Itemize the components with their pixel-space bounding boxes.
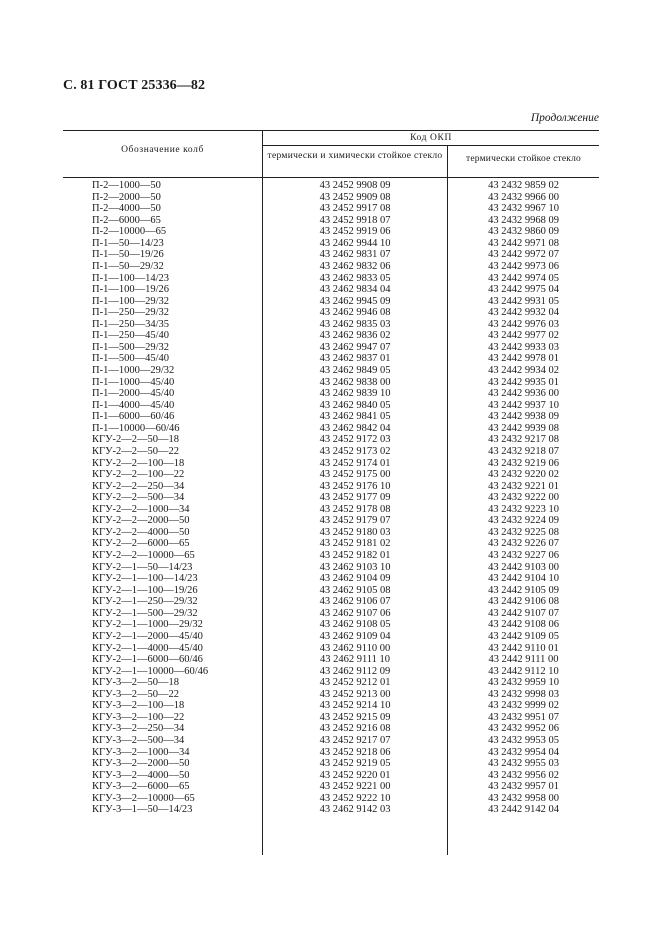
okp-code-thermal: 43 2442 9104 10	[488, 573, 559, 585]
okp-code-thermal: 43 2442 9110 01	[488, 642, 559, 654]
table-row	[0, 643, 661, 655]
okp-code-thermal: 43 2442 9978 01	[488, 353, 559, 365]
okp-code-thermal: 43 2442 9975 04	[488, 284, 559, 296]
flask-designation: П-1—100—19/26	[92, 284, 169, 296]
table-row	[0, 215, 661, 227]
table-row	[0, 527, 661, 539]
flask-designation: КГУ-3—2—250—34	[92, 723, 185, 735]
flask-designation: КГУ-3—2—4000—50	[92, 769, 190, 781]
okp-code-thermal: 43 2432 9220 02	[488, 469, 559, 481]
table-row	[0, 446, 661, 458]
okp-code-thermal: 43 2432 9224 09	[488, 515, 559, 527]
okp-code-chemical: 43 2462 9111 10	[319, 654, 391, 666]
okp-code-thermal: 43 2442 9106 08	[488, 596, 559, 608]
flask-designation: КГУ-2—1—500—29/32	[92, 607, 198, 619]
table-row	[0, 226, 661, 238]
okp-code-thermal: 43 2442 9937 10	[488, 399, 559, 411]
flask-designation: КГУ-2—2—250—34	[92, 480, 185, 492]
table-row	[0, 747, 661, 759]
table-row	[0, 307, 661, 319]
okp-code-thermal: 43 2432 9225 08	[488, 526, 559, 538]
okp-code-chemical: 43 2462 9834 04	[319, 284, 391, 296]
table-row	[0, 458, 661, 470]
table-row	[0, 411, 661, 423]
continuation-label: Продолжение	[530, 112, 599, 124]
okp-code-thermal: 43 2442 9972 07	[488, 249, 559, 261]
okp-code-chemical: 43 2452 9173 02	[319, 445, 391, 457]
table-row	[0, 249, 661, 261]
flask-designation: П-1—250—29/32	[92, 307, 169, 319]
okp-code-chemical: 43 2462 9106 07	[319, 596, 391, 608]
table-row	[0, 723, 661, 735]
table-row	[0, 261, 661, 273]
table-body	[0, 180, 661, 816]
okp-code-chemical: 43 2462 9110 00	[319, 642, 391, 654]
flask-designation: КГУ-2—2—10000—65	[92, 550, 195, 561]
flask-designation: КГУ-3—2—2000—50	[92, 758, 190, 770]
table-row	[0, 596, 661, 608]
table-row	[0, 469, 661, 481]
okp-code-thermal: 43 2432 9968 09	[488, 214, 559, 226]
okp-code-chemical: 43 2462 9107 06	[319, 607, 391, 619]
flask-designation: КГУ-2—2—50—22	[92, 445, 180, 457]
okp-code-thermal: 43 2442 9935 01	[488, 376, 559, 388]
okp-code-thermal: 43 2442 9977 02	[488, 330, 559, 342]
okp-code-chemical: 43 2462 9945 09	[319, 295, 391, 307]
flask-designation: КГУ-2—1—10000—60/46	[92, 665, 209, 677]
okp-code-thermal: 43 2442 9108 06	[488, 619, 559, 631]
table-row	[0, 180, 661, 192]
table-row	[0, 342, 661, 354]
okp-code-thermal: 43 2432 9218 07	[488, 445, 559, 457]
okp-code-chemical: 43 2462 9108 05	[319, 619, 391, 631]
flask-designation: КГУ-3—2—50—22	[92, 688, 180, 700]
table-row	[0, 804, 661, 816]
okp-code-chemical: 43 2452 9219 05	[319, 758, 391, 770]
table-row	[0, 330, 661, 342]
table-row	[0, 550, 661, 562]
okp-code-chemical: 43 2452 9908 09	[319, 180, 391, 191]
okp-code-chemical: 43 2452 9215 09	[319, 711, 391, 723]
okp-code-chemical: 43 2462 9833 05	[319, 272, 391, 284]
okp-code-chemical: 43 2462 9835 03	[319, 318, 391, 330]
flask-designation: КГУ-3—2—6000—65	[92, 781, 190, 793]
table-row	[0, 573, 661, 585]
okp-code-thermal: 43 2432 9999 02	[488, 700, 559, 712]
flask-designation: П-1—250—34/35	[92, 318, 169, 330]
okp-code-thermal: 43 2432 9222 00	[488, 492, 559, 504]
flask-designation: П-2—6000—65	[92, 214, 161, 226]
okp-code-thermal: 43 2432 9217 08	[488, 434, 559, 446]
okp-code-thermal: 43 2442 9933 03	[488, 341, 559, 353]
okp-code-thermal: 43 2432 9952 06	[488, 723, 559, 735]
okp-code-thermal: 43 2442 9105 09	[488, 584, 559, 596]
flask-designation: КГУ-2—1—50—14/23	[92, 561, 193, 573]
okp-code-chemical: 43 2452 9182 01	[319, 550, 391, 561]
okp-code-chemical: 43 2462 9836 02	[319, 330, 391, 342]
flask-designation: КГУ-3—2—500—34	[92, 735, 185, 746]
flask-designation: КГУ-2—1—250—29/32	[92, 596, 198, 608]
okp-code-chemical: 43 2452 9218 06	[319, 746, 391, 758]
table-row	[0, 677, 661, 689]
flask-designation: П-1—100—29/32	[92, 295, 169, 307]
column-header-designation: Обозначение колб	[121, 145, 204, 155]
okp-code-thermal: 43 2432 9859 02	[488, 180, 559, 191]
okp-code-chemical: 43 2462 9841 05	[319, 411, 391, 423]
okp-code-chemical: 43 2462 9142 03	[319, 804, 391, 816]
okp-code-chemical: 43 2452 9214 10	[319, 700, 391, 712]
okp-code-chemical: 43 2452 9919 06	[319, 226, 391, 238]
flask-designation: КГУ-2—2—2000—50	[92, 515, 190, 527]
okp-code-thermal: 43 2442 9936 00	[488, 388, 559, 400]
flask-designation: КГУ-2—2—100—18	[92, 457, 185, 469]
table-row	[0, 712, 661, 724]
table-row	[0, 238, 661, 250]
flask-designation: КГУ-2—1—2000—45/40	[92, 630, 203, 642]
flask-designation: П-1—1000—45/40	[92, 376, 175, 388]
table-row	[0, 353, 661, 365]
okp-code-thermal: 43 2442 9111 00	[488, 654, 559, 666]
okp-code-thermal: 43 2432 9953 05	[488, 735, 559, 746]
okp-code-thermal: 43 2442 9938 09	[488, 411, 559, 423]
table-row	[0, 538, 661, 550]
okp-code-chemical: 43 2452 9177 09	[319, 492, 391, 504]
okp-code-thermal: 43 2442 9939 08	[488, 422, 559, 434]
table-row	[0, 619, 661, 631]
okp-code-thermal: 43 2432 9967 10	[488, 203, 559, 215]
okp-code-chemical: 43 2462 9831 07	[319, 249, 391, 261]
flask-designation: П-1—250—45/40	[92, 330, 169, 342]
okp-code-thermal: 43 2442 9934 02	[488, 365, 559, 376]
table-row	[0, 700, 661, 712]
table-row	[0, 388, 661, 400]
okp-code-chemical: 43 2462 9837 01	[319, 353, 391, 365]
okp-code-thermal: 43 2432 9860 09	[488, 226, 559, 238]
column-group-header-okp: Код ОКП	[410, 133, 452, 143]
flask-designation: КГУ-2—1—1000—29/32	[92, 619, 203, 631]
table-row	[0, 423, 661, 435]
okp-code-thermal: 43 2432 9223 10	[488, 503, 559, 515]
okp-code-chemical: 43 2452 9918 07	[319, 214, 391, 226]
okp-code-thermal: 43 2432 9958 00	[488, 792, 559, 804]
flask-designation: КГУ-3—2—1000—34	[92, 746, 190, 758]
okp-code-thermal: 43 2432 9955 03	[488, 758, 559, 770]
okp-code-thermal: 43 2442 9931 05	[488, 295, 559, 307]
okp-code-chemical: 43 2462 9112 09	[319, 665, 391, 677]
okp-code-chemical: 43 2462 9946 08	[319, 307, 391, 319]
table-row	[0, 631, 661, 643]
flask-designation: П-1—500—45/40	[92, 353, 169, 365]
page-header: С. 81 ГОСТ 25336—82	[63, 78, 206, 93]
okp-code-chemical: 43 2462 9832 06	[319, 260, 391, 272]
okp-code-chemical: 43 2452 9212 01	[319, 677, 391, 689]
flask-designation: П-1—6000—60/46	[92, 411, 175, 423]
flask-designation: П-2—10000—65	[92, 226, 167, 238]
okp-code-chemical: 43 2452 9174 01	[319, 457, 391, 469]
okp-code-thermal: 43 2432 9951 07	[488, 711, 559, 723]
okp-code-thermal: 43 2432 9219 06	[488, 457, 559, 469]
table-row	[0, 400, 661, 412]
flask-designation: П-1—500—29/32	[92, 341, 169, 353]
okp-code-thermal: 43 2442 9976 03	[488, 318, 559, 330]
flask-designation: П-1—50—29/32	[92, 260, 164, 272]
flask-designation: П-1—4000—45/40	[92, 399, 175, 411]
okp-code-chemical: 43 2462 9840 05	[319, 399, 391, 411]
flask-designation: КГУ-2—2—1000—34	[92, 503, 190, 515]
table-row	[0, 192, 661, 204]
okp-code-chemical: 43 2452 9216 08	[319, 723, 391, 735]
flask-designation: П-2—4000—50	[92, 203, 161, 215]
table-row	[0, 585, 661, 597]
table-row	[0, 735, 661, 747]
okp-code-chemical: 43 2462 9105 08	[319, 584, 391, 596]
okp-code-thermal: 43 2432 9959 10	[488, 677, 559, 689]
flask-designation: П-1—50—14/23	[92, 237, 164, 249]
flask-designation: КГУ-2—1—4000—45/40	[92, 642, 203, 654]
table-row	[0, 273, 661, 285]
okp-code-thermal: 43 2432 9221 01	[488, 480, 559, 492]
table-row	[0, 434, 661, 446]
flask-designation: КГУ-2—2—500—34	[92, 492, 185, 504]
flask-designation: КГУ-3—1—50—14/23	[92, 804, 193, 816]
table-top-rule	[63, 130, 599, 131]
okp-code-chemical: 43 2452 9917 08	[319, 203, 391, 215]
table-row	[0, 781, 661, 793]
okp-code-chemical: 43 2452 9909 08	[319, 191, 391, 203]
flask-designation: КГУ-2—2—6000—65	[92, 538, 190, 550]
okp-code-thermal: 43 2432 9957 01	[488, 781, 559, 793]
column-header-thermal-resistant: термически стойкое стекло	[466, 154, 581, 164]
okp-code-chemical: 43 2452 9178 08	[319, 503, 391, 515]
table-row	[0, 203, 661, 215]
flask-designation: КГУ-2—1—6000—60/46	[92, 654, 203, 666]
table-row	[0, 319, 661, 331]
okp-code-chemical: 43 2462 9842 04	[319, 422, 391, 434]
okp-code-chemical: 43 2452 9179 07	[319, 515, 391, 527]
table-row	[0, 793, 661, 805]
okp-code-chemical: 43 2462 9839 10	[319, 388, 391, 400]
okp-code-thermal: 43 2432 9966 00	[488, 191, 559, 203]
column-header-chemical-resistant: термически и химически стойкое стекло	[267, 151, 443, 161]
okp-code-chemical: 43 2452 9213 00	[319, 688, 391, 700]
flask-designation: КГУ-2—2—4000—50	[92, 526, 190, 538]
okp-code-thermal: 43 2442 9112 10	[488, 665, 559, 677]
okp-code-chemical: 43 2452 9176 10	[319, 480, 391, 492]
flask-designation: КГУ-2—1—100—19/26	[92, 584, 198, 596]
okp-code-chemical: 43 2452 9172 03	[319, 434, 391, 446]
table-row	[0, 284, 661, 296]
flask-designation: П-1—1000—29/32	[92, 365, 175, 376]
table-row	[0, 296, 661, 308]
flask-designation: КГУ-2—2—100—22	[92, 469, 185, 481]
okp-code-chemical: 43 2462 9104 09	[319, 573, 391, 585]
okp-code-thermal: 43 2432 9227 06	[488, 550, 559, 561]
flask-designation: П-1—100—14/23	[92, 272, 169, 284]
okp-code-chemical: 43 2452 9220 01	[319, 769, 391, 781]
okp-code-thermal: 43 2442 9974 05	[488, 272, 559, 284]
flask-designation: КГУ-2—1—100—14/23	[92, 573, 198, 585]
okp-code-thermal: 43 2442 9971 08	[488, 237, 559, 249]
okp-code-thermal: 43 2442 9109 05	[488, 630, 559, 642]
table-row	[0, 562, 661, 574]
okp-code-chemical: 43 2452 9175 00	[319, 469, 391, 481]
okp-code-chemical: 43 2462 9944 10	[319, 237, 391, 249]
table-row	[0, 689, 661, 701]
flask-designation: КГУ-3—2—100—22	[92, 711, 185, 723]
table-row	[0, 654, 661, 666]
flask-designation: П-2—2000—50	[92, 191, 161, 203]
okp-code-thermal: 43 2432 9226 07	[488, 538, 559, 550]
okp-code-chemical: 43 2462 9109 04	[319, 630, 391, 642]
table-row	[0, 608, 661, 620]
okp-code-chemical: 43 2452 9222 10	[319, 792, 391, 804]
table-row	[0, 504, 661, 516]
flask-designation: КГУ-3—2—10000—65	[92, 792, 195, 804]
table-subheader-rule	[263, 145, 599, 146]
okp-code-thermal: 43 2442 9973 06	[488, 260, 559, 272]
table-row	[0, 365, 661, 377]
flask-designation: КГУ-2—2—50—18	[92, 434, 180, 446]
okp-code-chemical: 43 2462 9849 05	[319, 365, 391, 376]
okp-code-thermal: 43 2432 9998 03	[488, 688, 559, 700]
table-row	[0, 758, 661, 770]
flask-designation: П-1—2000—45/40	[92, 388, 175, 400]
okp-code-chemical: 43 2452 9217 07	[319, 735, 391, 746]
table-row	[0, 481, 661, 493]
okp-code-thermal: 43 2432 9956 02	[488, 769, 559, 781]
table-row	[0, 770, 661, 782]
okp-code-chemical: 43 2452 9181 02	[319, 538, 391, 550]
okp-code-thermal: 43 2442 9932 04	[488, 307, 559, 319]
table-header-rule	[63, 177, 599, 178]
okp-code-chemical: 43 2462 9947 07	[319, 341, 391, 353]
okp-code-chemical: 43 2462 9838 00	[319, 376, 391, 388]
table-row	[0, 492, 661, 504]
table-row	[0, 666, 661, 678]
flask-designation: П-2—1000—50	[92, 180, 161, 191]
flask-designation: КГУ-3—2—100—18	[92, 700, 185, 712]
okp-code-thermal: 43 2432 9954 04	[488, 746, 559, 758]
okp-code-chemical: 43 2452 9180 03	[319, 526, 391, 538]
okp-code-chemical: 43 2462 9103 10	[319, 561, 391, 573]
table-row	[0, 515, 661, 527]
okp-code-chemical: 43 2452 9221 00	[319, 781, 391, 793]
table-row	[0, 377, 661, 389]
okp-code-thermal: 43 2442 9142 04	[488, 804, 559, 816]
flask-designation: КГУ-3—2—50—18	[92, 677, 180, 689]
okp-code-thermal: 43 2442 9103 00	[488, 561, 559, 573]
okp-code-thermal: 43 2442 9107 07	[488, 607, 559, 619]
flask-designation: П-1—10000—60/46	[92, 422, 180, 434]
flask-designation: П-1—50—19/26	[92, 249, 164, 261]
